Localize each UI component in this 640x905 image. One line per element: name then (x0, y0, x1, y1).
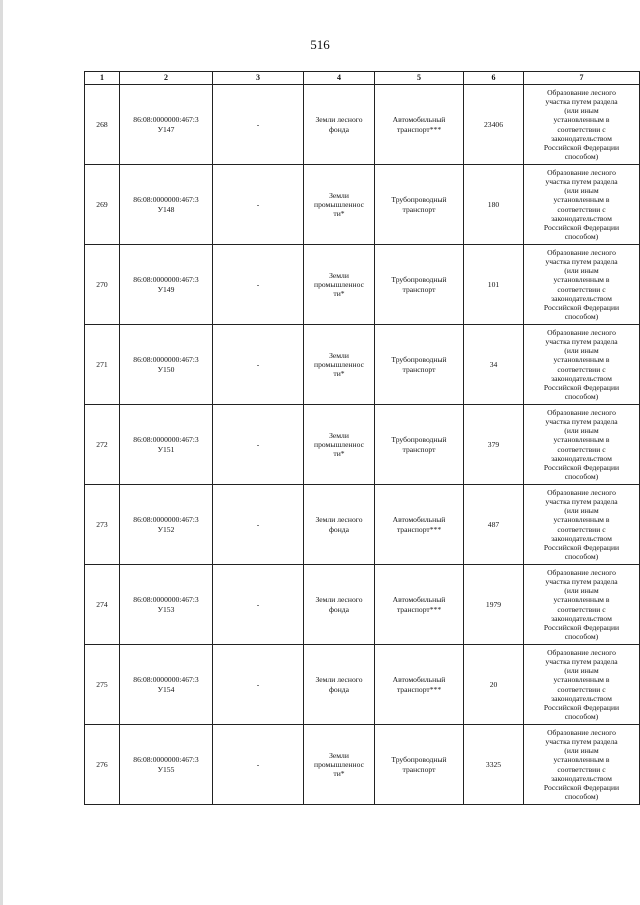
table-row (85, 165, 640, 245)
use-purpose-cell: Трубопроводный транспорт (375, 405, 464, 485)
formation-note-cell: Образование лесного участка путем раздела (или иным установленным в соответствии с законодательством Российской Федерации способом) (524, 565, 640, 645)
use-purpose-cell: Автомобильный транспорт*** (375, 485, 464, 565)
row-number-cell: 271 (85, 325, 120, 405)
use-purpose-cell: Автомобильный транспорт*** (375, 85, 464, 165)
area-cell: 180 (464, 165, 524, 245)
row-number-cell: 275 (85, 645, 120, 725)
column-3-cell: - (213, 725, 304, 805)
land-category-cell: Земли промышленнос ти* (304, 165, 375, 245)
cadastral-number-cell: 86:08:0000000:467:3 У150 (120, 325, 213, 405)
cadastral-number-cell: 86:08:0000000:467:3 У147 (120, 85, 213, 165)
area-cell: 1979 (464, 565, 524, 645)
table-header-row (85, 72, 640, 85)
column-header-7: 7 (524, 72, 640, 85)
use-purpose-cell: Трубопроводный транспорт (375, 725, 464, 805)
column-header-2: 2 (120, 72, 213, 85)
cadastral-number-cell: 86:08:0000000:467:3 У152 (120, 485, 213, 565)
page-number: 516 (310, 37, 330, 52)
use-purpose-cell: Трубопроводный транспорт (375, 245, 464, 325)
column-header-6: 6 (464, 72, 524, 85)
table-row (85, 405, 640, 485)
cadastral-number-cell: 86:08:0000000:467:3 У149 (120, 245, 213, 325)
land-category-cell: Земли лесного фонда (304, 485, 375, 565)
land-category-cell: Земли промышленнос ти* (304, 245, 375, 325)
table-row (85, 645, 640, 725)
column-3-cell: - (213, 325, 304, 405)
table-body (85, 85, 640, 805)
scan-edge (0, 0, 3, 905)
column-3-cell: - (213, 565, 304, 645)
table-row (85, 85, 640, 165)
land-plots-table-wrap (84, 71, 620, 805)
formation-note-cell: Образование лесного участка путем раздела (или иным установленным в соответствии с законодательством Российской Федерации способом) (524, 485, 640, 565)
formation-note-cell: Образование лесного участка путем раздела (или иным установленным в соответствии с законодательством Российской Федерации способом) (524, 405, 640, 485)
cadastral-number-cell: 86:08:0000000:467:3 У148 (120, 165, 213, 245)
column-3-cell: - (213, 165, 304, 245)
land-category-cell: Земли лесного фонда (304, 565, 375, 645)
formation-note-cell: Образование лесного участка путем раздела (или иным установленным в соответствии с законодательством Российской Федерации способом) (524, 645, 640, 725)
area-cell: 34 (464, 325, 524, 405)
area-cell: 101 (464, 245, 524, 325)
column-header-5: 5 (375, 72, 464, 85)
formation-note-cell: Образование лесного участка путем раздела (или иным установленным в соответствии с законодательством Российской Федерации способом) (524, 245, 640, 325)
table-row (85, 245, 640, 325)
use-purpose-cell: Автомобильный транспорт*** (375, 565, 464, 645)
land-category-cell: Земли промышленнос ти* (304, 725, 375, 805)
row-number-cell: 276 (85, 725, 120, 805)
area-cell: 487 (464, 485, 524, 565)
land-category-cell: Земли лесного фонда (304, 85, 375, 165)
column-3-cell: - (213, 85, 304, 165)
row-number-cell: 269 (85, 165, 120, 245)
land-category-cell: Земли промышленнос ти* (304, 405, 375, 485)
area-cell: 23406 (464, 85, 524, 165)
row-number-cell: 270 (85, 245, 120, 325)
area-cell: 3325 (464, 725, 524, 805)
formation-note-cell: Образование лесного участка путем раздела (или иным установленным в соответствии с законодательством Российской Федерации способом) (524, 85, 640, 165)
formation-note-cell: Образование лесного участка путем раздела (или иным установленным в соответствии с законодательством Российской Федерации способом) (524, 725, 640, 805)
land-category-cell: Земли промышленнос ти* (304, 325, 375, 405)
column-3-cell: - (213, 485, 304, 565)
land-category-cell: Земли лесного фонда (304, 645, 375, 725)
column-header-3: 3 (213, 72, 304, 85)
cadastral-number-cell: 86:08:0000000:467:3 У151 (120, 405, 213, 485)
cadastral-number-cell: 86:08:0000000:467:3 У155 (120, 725, 213, 805)
row-number-cell: 274 (85, 565, 120, 645)
cadastral-number-cell: 86:08:0000000:467:3 У154 (120, 645, 213, 725)
land-plots-table (84, 71, 640, 805)
table-row (85, 565, 640, 645)
use-purpose-cell: Трубопроводный транспорт (375, 325, 464, 405)
area-cell: 379 (464, 405, 524, 485)
column-header-4: 4 (304, 72, 375, 85)
table-row (85, 485, 640, 565)
cadastral-number-cell: 86:08:0000000:467:3 У153 (120, 565, 213, 645)
use-purpose-cell: Трубопроводный транспорт (375, 165, 464, 245)
area-cell: 20 (464, 645, 524, 725)
row-number-cell: 268 (85, 85, 120, 165)
use-purpose-cell: Автомобильный транспорт*** (375, 645, 464, 725)
column-3-cell: - (213, 245, 304, 325)
column-header-1: 1 (85, 72, 120, 85)
table-row (85, 725, 640, 805)
table-row (85, 325, 640, 405)
formation-note-cell: Образование лесного участка путем раздела (или иным установленным в соответствии с законодательством Российской Федерации способом) (524, 165, 640, 245)
row-number-cell: 272 (85, 405, 120, 485)
row-number-cell: 273 (85, 485, 120, 565)
formation-note-cell: Образование лесного участка путем раздела (или иным установленным в соответствии с законодательством Российской Федерации способом) (524, 325, 640, 405)
column-3-cell: - (213, 405, 304, 485)
column-3-cell: - (213, 645, 304, 725)
